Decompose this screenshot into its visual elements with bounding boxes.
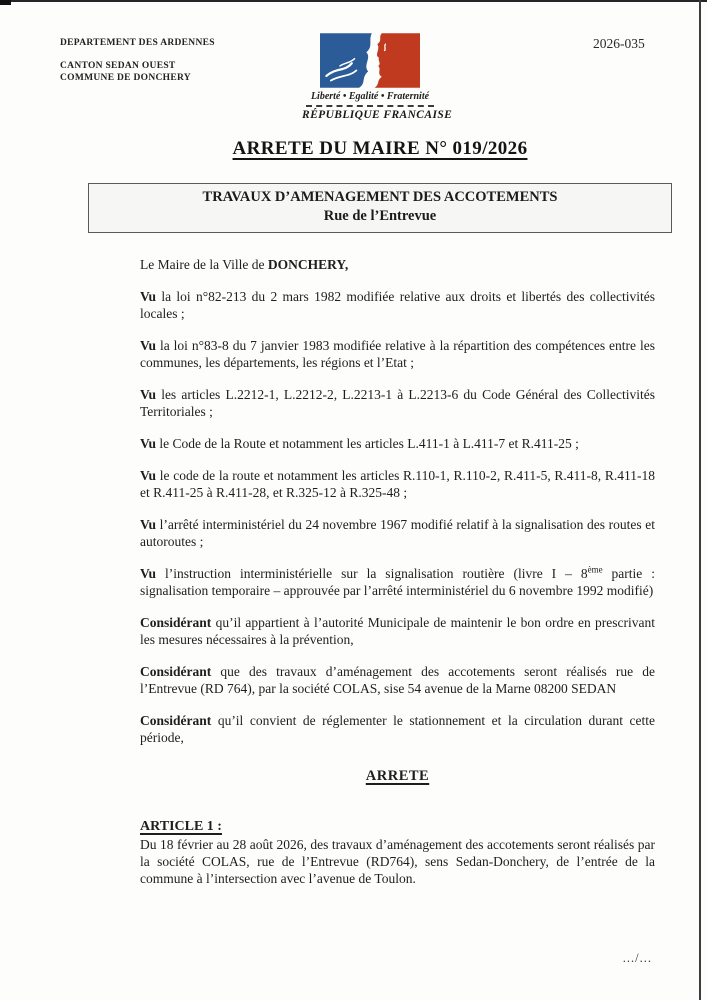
subject-box — [88, 183, 672, 233]
scan-artifact-top-edge — [0, 0, 707, 2]
commune-name: COMMUNE DE DONCHERY — [60, 73, 191, 83]
vu-paragraph: Vu l’instruction interministérielle sur la signalisation routière (livre I – 8ème partie : signalisation temporaire – approuvée par l’arrêté interministériel du 6 novembre 1992 modifié) — [140, 564, 656, 598]
article-1 — [140, 817, 655, 887]
subject-line-1: TRAVAUX D’AMENAGEMENT DES ACCOTEMENTS — [202, 189, 558, 205]
arrete-section-heading: ARRETE — [365, 768, 430, 784]
considerant-paragraph: Considérant que des travaux d’aménagement des accotements seront réalisés rue de l’Entrevue (RD 764), par la société COLAS, sise 54 avenue de la Marne 08200 SEDAN — [140, 664, 655, 696]
page-continuation-mark: .../... — [622, 951, 652, 965]
superscript-ordinal: ème — [587, 564, 603, 575]
vu-paragraph: Vu la loi n°82-213 du 2 mars 1982 modifiée relative aux droits et libertés des collectivités locales ; — [140, 289, 655, 321]
considerant-paragraph: Considérant qu’il appartient à l’autorité Municipale de maintenir le bon ordre en prescrivant les mesures nécessaires à la prévention, — [140, 615, 656, 647]
issuer-block — [60, 37, 215, 84]
vu-paragraph: Vu les articles L.2212-1, L.2212-2, L.2213-1 à L.2213-6 du Code Général des Collectivités Territoriales ; — [140, 387, 655, 419]
decree-title: ARRETE DU MAIRE N° 019/2026 — [232, 138, 528, 159]
intro-line — [140, 256, 655, 273]
scan-artifact-corner — [0, 0, 11, 5]
republique-francaise-logo — [302, 33, 453, 121]
marianne-flag-icon — [320, 33, 420, 88]
considerant-paragraph: Considérant qu’il convient de réglementer le stationnement et la circulation durant cette période, — [140, 713, 656, 745]
decree-text-column — [140, 256, 655, 887]
article-1-body: Du 18 février au 28 août 2026, des travaux d’aménagement des accotements seront réalisés par la société COLAS, rue de l’Entrevue (RD764), sens Sedan-Donchery, de l’entrée de la commune à l’intersection avec l’avenue de Toulon. — [140, 837, 655, 886]
department-name: DEPARTEMENT DES ARDENNES — [60, 38, 215, 48]
canton-name: CANTON SEDAN OUEST — [60, 61, 176, 71]
vu-paragraph: Vu le code de la route et notamment les articles R.110-1, R.110-2, R.411-5, R.411-8, R.411-18 et R.411-25 à R.411-28, et R.325-12 à R.325-48 ; — [140, 468, 656, 500]
decree-document — [0, 138, 707, 887]
logo-motto: Liberté • Egalité • Fraternité — [310, 91, 430, 102]
intro-commune-name: DONCHERY, — [267, 257, 349, 272]
vu-paragraph: Vu la loi n°83-8 du 7 janvier 1983 modifiée relative à la répartition des compétences entre les communes, les départements, les régions et l’Etat ; — [140, 338, 655, 370]
logo-republic-label: RÉPUBLIQUE FRANCAISE — [302, 109, 453, 121]
article-1-heading: ARTICLE 1 : — [140, 819, 222, 834]
dashed-divider — [306, 105, 434, 107]
intro-text: Le Maire de la Ville de — [140, 257, 265, 272]
vu-paragraph: Vu le Code de la Route et notamment les articles L.411-1 à L.411-7 et R.411-25 ; — [140, 436, 579, 451]
decree-reference-number: 2026-035 — [593, 36, 645, 51]
vu-paragraph: Vu l’arrêté interministériel du 24 novembre 1967 modifié relatif à la signalisation des routes et autoroutes ; — [140, 517, 655, 549]
subject-line-2: Rue de l’Entrevue — [323, 208, 437, 224]
